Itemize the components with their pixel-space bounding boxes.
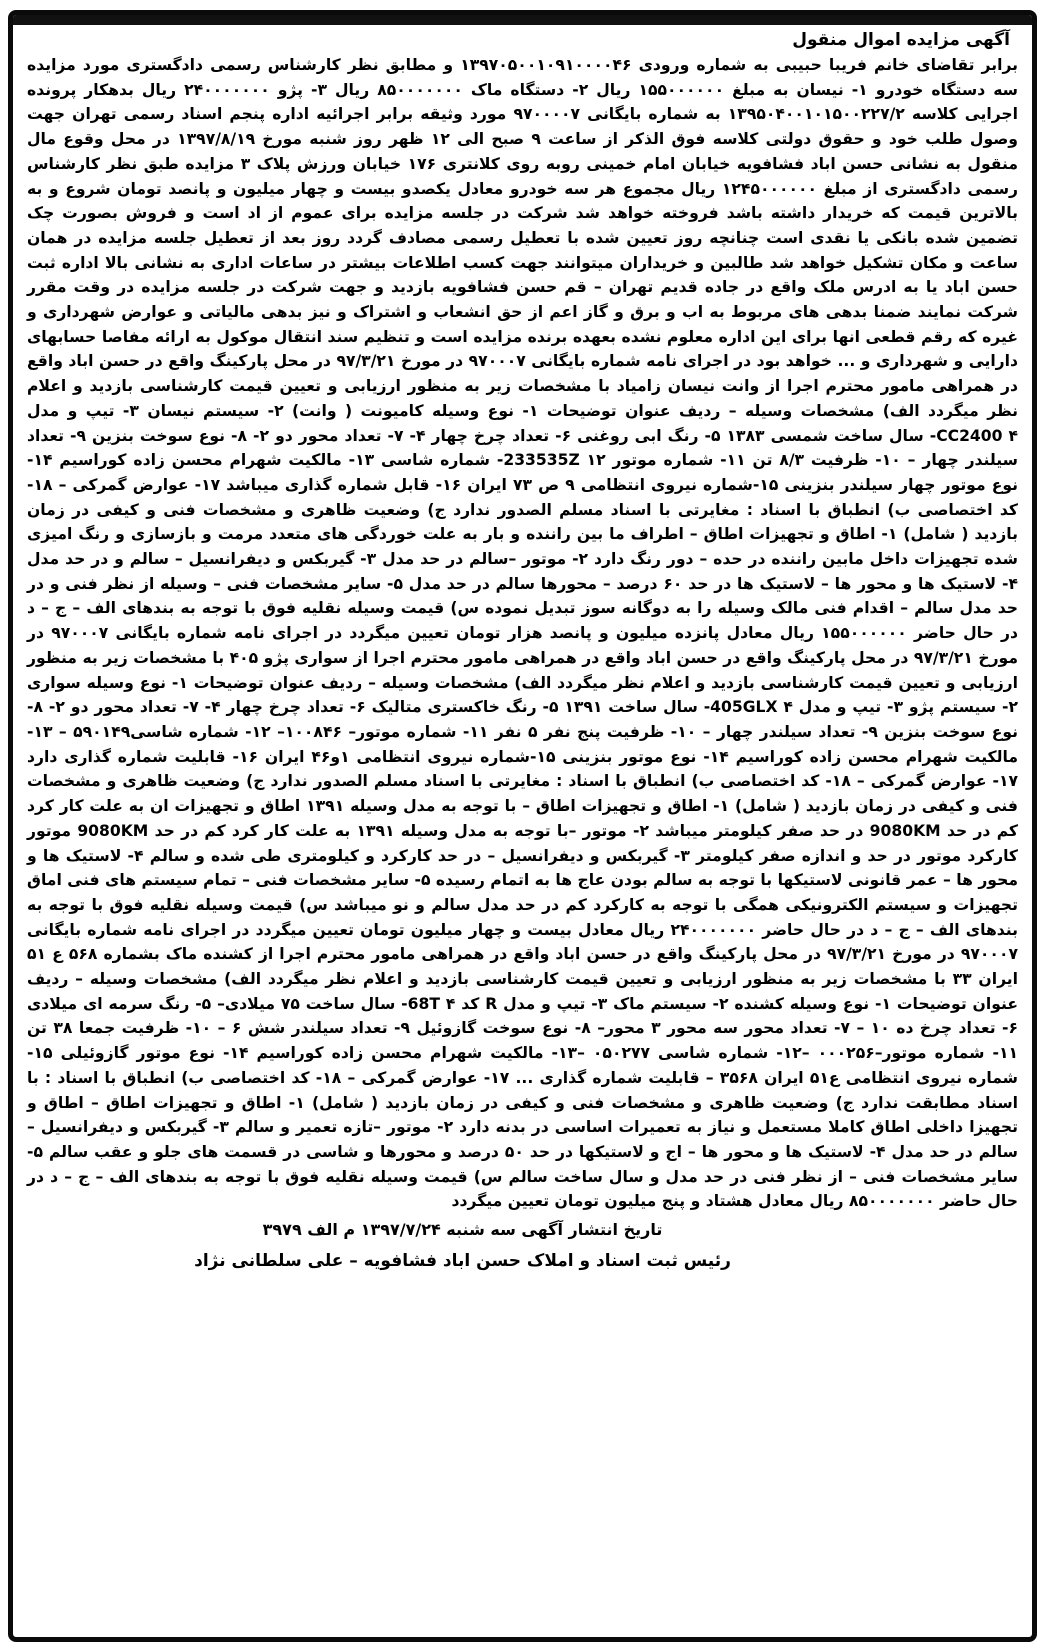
notice-frame [8, 10, 1037, 1642]
notice-title: آگهی مزایده اموال منقول [792, 30, 1010, 50]
notice-body: برابر تقاضای خانم فریبا حبیبی به شماره ورودی ۱۳۹۷۰۵۰۰۱۰۹۱۰۰۰۰۴۶ و مطابق نظر کارشناس رسمی دادگستری مورد مزایده سه دستگاه خودرو ۱- نیسان به مبلغ ۱۵۵۰۰۰۰۰۰ ریال ۲- دستگاه ماک ۸۵۰۰۰۰۰۰۰ ریال ۳- پژو ۲۴۰۰۰۰۰۰۰ ریال بدهکار پرونده اجرایی کلاسه ۱۳۹۵۰۴۰۰۱۰۱۵۰۰۲۲۷/۲ به شماره بایگانی ۹۷۰۰۰۰۷ مورد وثیقه برابر اجرائیه اداره پنجم اسناد رسمی تهران جهت وصول طلب خود و حقوق دولتی کلاسه فوق الذکر از ساعت ۹ صبح الی ۱۲ ظهر روز شنبه مورخ ۱۳۹۷/۸/۱۹ در محل وقوع مال منقول به نشانی حسن اباد فشافویه خیابان امام خمینی روبه روی کلانتری ۱۷۶ خیابان ورزش پلاک ۳ مزایده طبق نظر کارشناس رسمی دادگستری از مبلغ ۱۲۴۵۰۰۰۰۰۰ ریال مجموع هر سه خودرو معادل یکصدو بیست و چهار میلیون و پانصد تومان شروع و به بالاترین قیمت که خریدار داشته باشد فروخته خواهد شد شرکت در جلسه مزایده برای عموم از اد است و فروش بصورت چک تضمین شده بانکی یا نقدی است چنانچه روز تعیین شده با تعطیل رسمی مصادف گردد روز بعد از تعطیل جلسه مزایده در همان ساعت و مکان تشکیل خواهد شد طالبین و خریداران میتوانند جهت کسب اطلاعات بیشتر در ساعات اداری به نشانی بالا اداره ثبت حسن اباد یا به ادرس ملک واقع در جاده قدیم تهران – قم حسن فشافویه بازدید و جهت شرکت در جلسه مزایده در وقت مقرر شرکت نمایند ضمنا بدهی های مربوط به اب و برق و گاز اعم از حق انشعاب و اشتراک و نیز بدهی مالیاتی و عوارض شهرداری و غیره که رقم قطعی انها برای این اداره معلوم نشده بعهده برنده مزایده است و تنظیم سند انتقال موکول به ارائه مفاصا حسابهای دارایی و شهرداری و ... خواهد بود در اجرای نامه شماره بایگانی ۹۷۰۰۰۷ در مورخ ۹۷/۳/۲۱ در محل پارکینگ واقع در حسن اباد واقع در همراهی مامور محترم اجرا از وانت نیسان زامیاد با مشخصات زیر به منظور ارزیابی و تعیین قیمت کارشناسی بازدید و اعلام نظر میگردد الف) مشخصات وسیله – ردیف عنوان توضیحات ۱- نوع وسیله کامیونت ( وانت) ۲- سیستم نیسان ۳- تیپ و مدل CC2400 ۴- سال ساخت شمسی ۱۳۸۳ ۵- رنگ ابی روغنی ۶- تعداد چرخ چهار ۴- ۷- تعداد محور دو ۲- ۸- نوع سوخت بنزین ۹- تعداد سیلندر چهار – ۱۰- ظرفیت ۸/۳ تن ۱۱- شماره موتور 233535Z ۱۲- شماره شاسی ۱۳- مالکیت شهرام محسن زاده کوراسیم ۱۴- نوع موتور چهار سیلندر بنزینی ۱۵-شماره نیروی انتظامی ۹ ص ۷۳ ایران ۱۶- قابل شماره گذاری میباشد ۱۷- عوارض گمرکی – ۱۸- کد اختصاصی ب) انطباق با اسناد : مغایرتی با اسناد مسلم الصدور ندارد ج) وضعیت ظاهری و مشخصات فنی و کیفی در زمان بازدید ( شامل) ۱- اطاق و تجهیزات اطاق – اطراف ما بین راننده و بار به علت خوردگی های متعدد مرمت و بازسازی و رنگ امیزی شده تجهیزات داخل مابین راننده در حده – دور رنگ دارد ۲- موتور –سالم در حد مدل ۳- گیربکس و دیفرانسیل – سالم و در حد مدل ۴- لاستیک ها و محور ها – لاستیک ها در حد ۶۰ درصد – محورها سالم در حد مدل ۵- سایر مشخصات فنی – وسیله از نظر فنی و در حد مدل سالم – اقدام فنی مالک وسیله را به دوگانه سوز تبدیل نموده س) قیمت وسیله نقلیه فوق با توجه به بندهای الف – ج – د در حال حاضر ۱۵۵۰۰۰۰۰۰ ریال معادل پانزده میلیون و پانصد هزار تومان تعیین میگردد در اجرای نامه شماره بایگانی ۹۷۰۰۰۷ در مورخ ۹۷/۳/۲۱ در محل پارکینگ واقع در حسن اباد واقع در همراهی مامور محترم اجرا از سواری پژو ۴۰۵ با مشخصات زیر به منظور ارزیابی و تعیین قیمت کارشناسی بازدید و اعلام نظر میگردد الف) مشخصات وسیله – ردیف عنوان توضیحات ۱- نوع وسیله سواری ۲- سیستم پژو ۳- تیپ و مدل 405GLX ۴- سال ساخت ۱۳۹۱ ۵- رنگ خاکستری متالیک ۶- تعداد چرخ چهار ۴- ۷- تعداد محور دو ۲- ۸- نوع سوخت بنزین ۹- تعداد سیلندر چهار – ۱۰- ظرفیت پنج نفر ۵ نفر ۱۱- شماره موتور– ۱۰۰۸۴۶– ۱۲- شماره شاسی۵۹۰۱۴۹ – ۱۳- مالکیت شهرام محسن زاده کوراسیم ۱۴- نوع موتور بنزینی ۱۵-شماره نیروی انتظامی ۱و۴۶ ایران ۱۶- قابلیت شماره گذاری دارد ۱۷- عوارض گمرکی – ۱۸- کد اختصاصی ب) انطباق با اسناد : مغایرتی با اسناد مسلم الصدور ندارد ج) وضعیت ظاهری و مشخصات فنی و کیفی در زمان بازدید ( شامل) ۱- اطاق و تجهیزات اطاق – با توجه به مدل وسیله ۱۳۹۱ اطاق و تجهیزات ان به علت کار کرد کم در حد 9080KM در حد صفر کیلومتر میباشد ۲- موتور –با توجه به مدل وسیله ۱۳۹۱ به علت کار کرد کم در حد 9080KM موتور کارکرد موتور در حد و اندازه صفر کیلومتر ۳- گیربکس و دیفرانسیل – در حد کارکرد و کیلومتری طی شده و سالم ۴- لاستیک ها و محور ها – عمر قانونی لاستیکها با توجه به سالم بودن عاج ها به اتمام رسیده ۵- سایر مشخصات فنی – تمام سیستم های فنی اماق تجهیزات و سیستم الکترونیکی همگی با توجه به کارکرد کم در حد مدل سالم و نو میباشد س) قیمت وسیله نقلیه فوق با توجه به بندهای الف – ج – د در حال حاضر ۲۴۰۰۰۰۰۰۰ ریال معادل بیست و چهار میلیون تومان تعیین میگردد در اجرای نامه شماره بایگانی ۹۷۰۰۰۷ در مورخ ۹۷/۳/۲۱ در محل پارکینگ واقع در حسن اباد واقع در همراهی مامور محترم اجرا از کشنده ماک بشماره ۵۶۸ ع ۵۱ ایران ۳۳ با مشخصات زیر به منظور ارزیابی و تعیین قیمت کارشناسی بازدید و اعلام نظر میگردد الف) مشخصات وسیله – ردیف عنوان توضیحات ۱- نوع وسیله کشنده ۲- سیستم ماک ۳- تیپ و مدل R کد 68T ۴- سال ساخت ۷۵ میلادی– ۵- رنگ سرمه ای میلادی ۶- تعداد چرخ ده ۱۰ – ۷- تعداد محور سه محور ۳ محور– ۸- نوع سوخت گازوئیل ۹- تعداد سیلندر شش ۶ – ۱۰- ظرفیت جمعا ۳۸ تن ۱۱- شماره موتور–۰۰۰۲۵۶ –۱۲- شماره شاسی ۰۵۰۲۷۷ –۱۳- مالکیت شهرام محسن زاده کوراسیم ۱۴- نوع موتور گازوئیلی ۱۵-شماره نیروی انتظامی ع۵۱ ایران ۳۵۶۸ – قابلیت شماره گذاری ... ۱۷- عوارض گمرکی – ۱۸- کد اختصاصی ب) انطباق با اسناد : با اسناد مطابقت ندارد ج) وضعیت ظاهری و مشخصات فنی و کیفی در زمان بازدید ( شامل) ۱- اطاق و تجهیزات اطاق – اطاق و تجهیزا داخلی اطاق کاملا مستعمل و نیاز به تعمیرات اساسی در بدنه دارد ۲- موتور –تازه تعمیر و سالم ۳- گیربکس و دیفرانسیل – سالم در حد مدل ۴- لاستیک ها و محور ها – اج و لاستیکها در حد ۵۰ درصد و محورها و شاسی در قسمت های جلو و عقب سالم ۵- سایر مشخصات فنی – از نظر فنی در حد مدل و سال ساخت سالم س) قیمت وسیله نقلیه فوق با توجه به بندهای الف – ج – د در حال حاضر ۸۵۰۰۰۰۰۰۰ ریال معادل هشتاد و پنج میلیون تومان تعیین میگردد [27, 56, 1019, 1211]
publish-date: تاریخ انتشار آگهی سه شنبه ۱۳۹۷/۷/۲۴ م الف ۳۹۷۹ [262, 1220, 663, 1240]
notice-content [27, 27, 1018, 1629]
signature-line: رئیس ثبت اسناد و املاک حسن اباد فشافویه – علی سلطانی نژاد [194, 1251, 731, 1272]
top-border-bar [13, 15, 1032, 25]
